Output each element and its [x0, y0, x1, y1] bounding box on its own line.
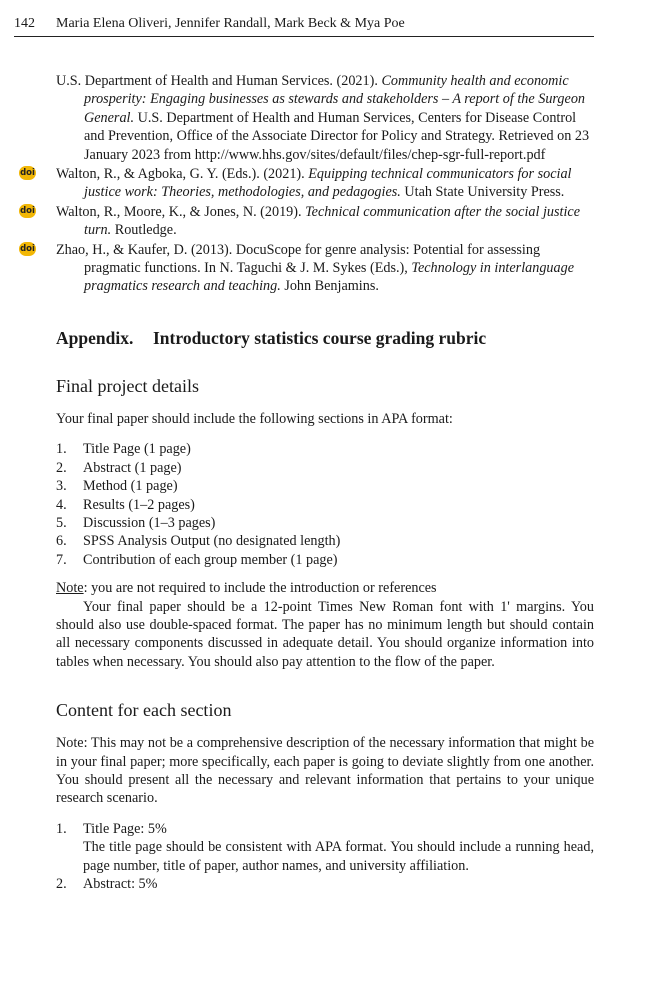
- section-list-item: [56, 532, 594, 550]
- list-number: 2.: [56, 876, 67, 892]
- doi-icon[interactable]: doi: [20, 168, 35, 179]
- section-list-item: [56, 496, 594, 514]
- format-paragraph: Your final paper should be a 12-point Times New Roman font with 1' margins. You should also use double-spaced format. The paper has no minimum length but should contain all necessary components discussed in adequate detail. You should organize information into tables when necessary. You should also pay attention to the flow of the paper.: [56, 598, 594, 670]
- section-list-item: [56, 551, 594, 569]
- content-section-heading: Content for each section: [56, 700, 232, 721]
- section-label: Discussion (1–3 pages): [83, 514, 216, 531]
- item-title: Title Page: 5%: [83, 820, 167, 837]
- list-number: 6.: [56, 533, 67, 550]
- reference-publisher: John Benjamins.: [280, 278, 379, 295]
- section-label: Method (1 page): [83, 478, 178, 495]
- appendix-heading: [56, 326, 594, 350]
- content-note: Note: This may not be a comprehensive description of the necessary information that might be in your final paper; more specifically, each paper is going to deviate slightly from one another. You should present all the necessary and relevant information that pertains to your unique research scenario.: [56, 735, 594, 807]
- section-label: Contribution of each group member (1 page): [83, 551, 338, 568]
- note-label: Note: [56, 580, 84, 597]
- list-number: 1.: [56, 820, 67, 837]
- section-label: SPSS Analysis Output (no designated length): [83, 533, 341, 550]
- page-number: 142: [14, 16, 35, 31]
- appendix-label: Appendix.: [56, 327, 134, 348]
- section-list-item: [56, 459, 594, 477]
- reference-entry: [20, 241, 594, 296]
- note-line: [56, 579, 594, 597]
- reference-publisher: Routledge.: [111, 222, 177, 239]
- list-number: 5.: [56, 514, 67, 531]
- content-list-item: [56, 820, 594, 875]
- list-number: 4.: [56, 496, 67, 513]
- reference-title: Community health and economic prosperity: Engaging businesses as stewards and stakeholders – A report of the Surgeon General.: [84, 73, 586, 126]
- reference-list: [20, 72, 594, 296]
- note-block: [56, 579, 594, 671]
- page-content: [20, 72, 594, 893]
- list-number: 7.: [56, 551, 67, 568]
- reference-text: Walton, R., Moore, K., & Jones, N. (2019).: [56, 203, 306, 220]
- reference-entry: [56, 72, 594, 164]
- list-number: 1.: [56, 441, 67, 458]
- reference-title: Technical communication after the social justice turn.: [84, 203, 580, 239]
- reference-text: U.S. Department of Health and Human Services. (2021).: [56, 73, 382, 89]
- reference-title: Technology in interlanguage pragmatics research and teaching.: [84, 260, 574, 295]
- reference-publisher: U.S. Department of Health and Human Services, Centers for Disease Control and Prevention, Office of the Associate Director for Policy and Strategy. Retrieved on 23 January 2023 from http://www.hhs.gov/sites/default/files/chep-sgr-full-report.pdf: [84, 109, 590, 163]
- doi-icon[interactable]: doi: [20, 205, 35, 216]
- reference-title: Equipping technical communicators for social justice work: Theories, methodologies, and pedagogies.: [84, 166, 572, 201]
- section-label: Title Page (1 page): [83, 441, 191, 458]
- section-list-item: [56, 440, 594, 458]
- list-number: 2.: [56, 459, 67, 476]
- reference-publisher: Utah State University Press.: [400, 184, 565, 201]
- item-title: Abstract: 5%: [83, 876, 158, 892]
- section-list-item: [56, 477, 594, 495]
- required-sections-list: [56, 440, 594, 569]
- item-description: The title page should be consistent with APA format. You should include a running head, page number, title of paper, author names, and university affiliation.: [83, 839, 594, 874]
- content-items-list: [56, 820, 594, 894]
- content-list-item: [56, 875, 594, 893]
- final-project-heading: Final project details: [56, 375, 199, 396]
- section-label: Abstract (1 page): [83, 459, 182, 476]
- reference-text: Zhao, H., & Kaufer, D. (2013). DocuScope for genre analysis: Potential for assessing pragmatic functions. In N. Taguchi & J. M. Sykes (Eds.),: [56, 241, 541, 277]
- final-project-intro: Your final paper should include the following sections in APA format:: [56, 410, 453, 427]
- section-list-item: [56, 514, 594, 532]
- list-number: 3.: [56, 478, 67, 495]
- section-label: Results (1–2 pages): [83, 496, 195, 513]
- appendix-title: Introductory statistics course grading rubric: [153, 327, 487, 348]
- reference-entry: [20, 165, 594, 202]
- reference-entry: [20, 203, 594, 240]
- doi-icon[interactable]: doi: [20, 243, 35, 254]
- header-authors: Maria Elena Oliveri, Jennifer Randall, Mark Beck & Mya Poe: [56, 16, 405, 31]
- running-header: [14, 14, 594, 37]
- note-text: : you are not required to include the introduction or references: [83, 580, 437, 597]
- reference-text: Walton, R., & Agboka, G. Y. (Eds.). (2021).: [56, 166, 309, 183]
